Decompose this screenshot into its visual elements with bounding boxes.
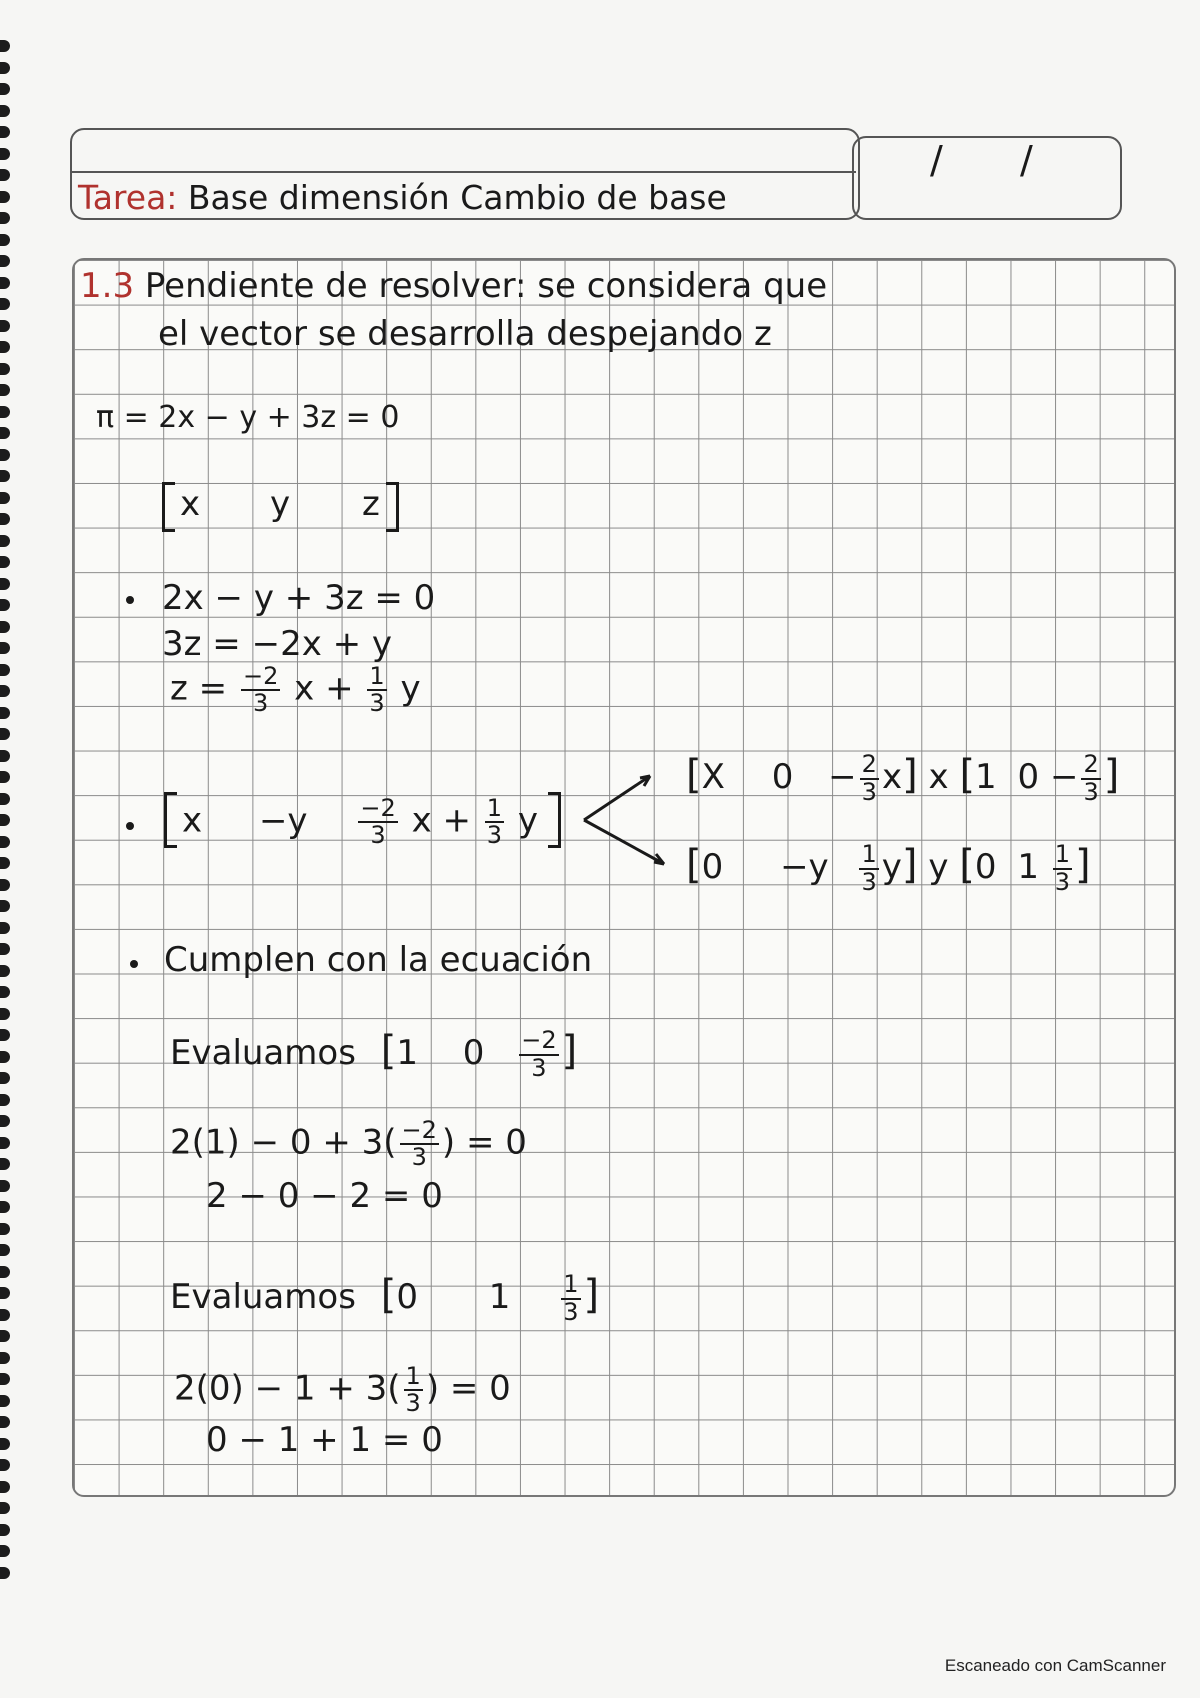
spiral-ring xyxy=(0,535,10,547)
frac-den: 3 xyxy=(531,1053,547,1082)
branch2-c-var: y xyxy=(881,847,902,887)
spiral-ring xyxy=(0,986,10,998)
spiral-binding xyxy=(0,40,14,1600)
spiral-ring xyxy=(0,578,10,590)
xyz-y: y xyxy=(270,484,291,524)
branch1-basis-frac xyxy=(1081,752,1100,804)
frac-den: 3 xyxy=(1054,867,1071,896)
spiral-ring xyxy=(0,1395,10,1407)
branch2-basis-close: ] xyxy=(1075,842,1091,888)
branch2-w2: 1 xyxy=(1017,847,1039,887)
page-title xyxy=(78,178,727,217)
eval1-frac xyxy=(519,1028,558,1080)
eval1-label: Evaluamos xyxy=(170,1033,356,1073)
eval1-l1-a: 2(1) − 0 + 3( xyxy=(170,1122,397,1163)
branch1-basis-open: [ xyxy=(959,752,976,798)
spiral-ring xyxy=(0,255,10,267)
spiral-ring xyxy=(0,771,10,783)
branch-2-row xyxy=(686,842,1091,895)
bullet-2 xyxy=(126,822,134,830)
bullet-1 xyxy=(126,596,134,604)
frac-num: 2 xyxy=(1083,750,1099,779)
spiral-ring xyxy=(0,685,10,697)
step1-x-term: x + xyxy=(294,668,354,709)
branch1-w2: 0 xyxy=(1017,757,1040,797)
xyz-bracket-right xyxy=(386,482,399,532)
step1-line-2: 3z = −2x + y xyxy=(162,624,393,664)
eval-2-row xyxy=(170,1272,599,1325)
plane-equation: π = 2x − y + 3z = 0 xyxy=(96,400,400,435)
spiral-ring xyxy=(0,965,10,977)
branch1-mult: x xyxy=(928,757,949,797)
branch2-w1: 0 xyxy=(974,847,997,887)
problem-number: 1.3 xyxy=(80,266,135,306)
spiral-ring xyxy=(0,1180,10,1192)
vec-mid: x + xyxy=(411,800,471,841)
branch1-c-sign: − xyxy=(828,757,857,797)
branch1-b: 0 xyxy=(771,757,794,797)
spiral-ring xyxy=(0,40,10,52)
eval1-bracket-close: ] xyxy=(561,1028,578,1074)
spiral-ring xyxy=(0,384,10,396)
step2-vector xyxy=(182,796,538,848)
spiral-ring xyxy=(0,406,10,418)
xyz-bracket-left xyxy=(162,482,175,532)
spiral-ring xyxy=(0,1330,10,1342)
frac-den: 3 xyxy=(861,867,877,896)
eval2-bracket-open: [ xyxy=(380,1272,397,1318)
frac-num: 1 xyxy=(563,1270,579,1299)
spiral-ring xyxy=(0,599,10,611)
eval1-bracket-open: [ xyxy=(380,1028,397,1074)
eval-2-line-1 xyxy=(174,1364,511,1416)
spiral-ring xyxy=(0,148,10,160)
vec-frac-2 xyxy=(485,796,504,848)
spiral-ring xyxy=(0,1352,10,1364)
eval-1-row xyxy=(170,1028,577,1081)
spiral-ring xyxy=(0,1137,10,1149)
problem-text-1: Pendiente de resolver: se considera que xyxy=(144,266,828,306)
branch2-frac xyxy=(859,842,878,894)
frac-num: 1 xyxy=(405,1362,421,1390)
spiral-ring xyxy=(0,1158,10,1170)
frac-den: 3 xyxy=(370,821,386,850)
spiral-ring xyxy=(0,728,10,740)
eval2-frac xyxy=(561,1272,580,1324)
spiral-ring xyxy=(0,664,10,676)
branch1-c-var: x xyxy=(881,757,903,797)
spiral-ring xyxy=(0,298,10,310)
eval2-l1-a: 2(0) − 1 + 3( xyxy=(174,1368,401,1409)
eval2-bracket-close: ] xyxy=(583,1272,600,1318)
eval-2-line-2: 0 − 1 + 1 = 0 xyxy=(206,1420,443,1460)
eval1-l1-frac xyxy=(400,1118,439,1170)
spiral-ring xyxy=(0,707,10,719)
frac-num: −2 xyxy=(242,662,279,690)
spiral-ring xyxy=(0,642,10,654)
date-separator-2: / xyxy=(1020,138,1033,182)
spiral-ring xyxy=(0,105,10,117)
spiral-ring xyxy=(0,1287,10,1299)
spiral-ring xyxy=(0,793,10,805)
spiral-ring xyxy=(0,1223,10,1235)
spiral-ring xyxy=(0,814,10,826)
spiral-ring xyxy=(0,449,10,461)
branch2-basis-frac xyxy=(1053,842,1072,894)
spiral-ring xyxy=(0,83,10,95)
spiral-ring xyxy=(0,341,10,353)
date-separator-1: / xyxy=(930,138,943,182)
spiral-ring xyxy=(0,1201,10,1213)
spiral-ring xyxy=(0,1567,10,1579)
branch2-bracket-close: ] xyxy=(901,842,918,888)
eval2-l1-frac xyxy=(404,1364,423,1416)
frac-num: 1 xyxy=(486,794,503,822)
branch-arrows xyxy=(580,760,690,880)
spiral-ring xyxy=(0,191,10,203)
branch2-bracket-open: [ xyxy=(686,842,702,888)
frac-num: 1 xyxy=(861,840,877,869)
spiral-ring xyxy=(0,1266,10,1278)
spiral-ring xyxy=(0,879,10,891)
step1-z-lhs: z = xyxy=(170,668,228,709)
spiral-ring xyxy=(0,513,10,525)
frac-den: 3 xyxy=(253,689,269,718)
spiral-ring xyxy=(0,62,10,74)
step1-frac-1 xyxy=(241,664,280,716)
vec-end: y xyxy=(517,800,539,841)
branch2-mult: y xyxy=(928,847,949,887)
spiral-ring xyxy=(0,943,10,955)
vec-bracket-right xyxy=(548,792,561,848)
eval2-v1: 0 xyxy=(396,1277,418,1317)
eval1-v1: 1 xyxy=(396,1033,418,1073)
branch-1-row xyxy=(686,752,1119,805)
spiral-ring xyxy=(0,1244,10,1256)
spiral-ring xyxy=(0,470,10,482)
branch1-w3-sign: − xyxy=(1049,757,1079,797)
spiral-ring xyxy=(0,621,10,633)
eval2-label: Evaluamos xyxy=(170,1277,356,1317)
spiral-ring xyxy=(0,427,10,439)
branch1-bracket-open: [ xyxy=(686,752,702,798)
spiral-ring xyxy=(0,1051,10,1063)
frac-den: 3 xyxy=(1083,777,1099,806)
spiral-ring xyxy=(0,492,10,504)
spiral-ring xyxy=(0,1524,10,1536)
frac-num: 1 xyxy=(1054,840,1071,869)
spiral-ring xyxy=(0,1008,10,1020)
branch2-a: 0 xyxy=(701,847,724,887)
vec-frac-1 xyxy=(358,796,397,848)
spiral-ring xyxy=(0,126,10,138)
title-label: Tarea: xyxy=(78,178,178,217)
spiral-ring xyxy=(0,1309,10,1321)
spiral-ring xyxy=(0,857,10,869)
eval1-v2: 0 xyxy=(462,1033,485,1073)
vec-y: −y xyxy=(258,800,308,841)
scanner-watermark: Escaneado con CamScanner xyxy=(944,1656,1166,1675)
spiral-ring xyxy=(0,277,10,289)
step1-frac-2 xyxy=(367,664,386,716)
frac-num: 1 xyxy=(369,662,385,690)
frac-num: −2 xyxy=(360,794,396,822)
frac-den: 3 xyxy=(861,777,877,806)
spiral-ring xyxy=(0,363,10,375)
frac-num: 2 xyxy=(861,750,877,779)
spiral-ring xyxy=(0,169,10,181)
spiral-ring xyxy=(0,1072,10,1084)
branch1-basis-close: ] xyxy=(1103,752,1120,798)
spiral-ring xyxy=(0,1029,10,1041)
spiral-ring xyxy=(0,836,10,848)
spiral-ring xyxy=(0,320,10,332)
problem-line-1 xyxy=(80,266,827,306)
spiral-ring xyxy=(0,1545,10,1557)
spiral-ring xyxy=(0,1502,10,1514)
frac-den: 3 xyxy=(405,1389,421,1418)
spiral-ring xyxy=(0,900,10,912)
eval2-l1-b: ) = 0 xyxy=(425,1368,511,1409)
step1-line-1: 2x − y + 3z = 0 xyxy=(162,578,436,618)
vec-bracket-left xyxy=(164,792,177,848)
check-heading: Cumplen con la ecuación xyxy=(164,940,593,980)
spiral-ring xyxy=(0,1115,10,1127)
spiral-ring xyxy=(0,922,10,934)
spiral-ring xyxy=(0,1438,10,1450)
problem-line-2: el vector se desarrolla despejando z xyxy=(158,314,772,354)
xyz-z: z xyxy=(362,484,380,524)
spiral-ring xyxy=(0,1416,10,1428)
branch2-b: −y xyxy=(780,847,829,887)
spiral-ring xyxy=(0,1373,10,1385)
branch1-w1: 1 xyxy=(975,757,997,797)
frac-den: 3 xyxy=(563,1297,579,1326)
eval-1-line-1 xyxy=(170,1118,527,1170)
frac-den: 3 xyxy=(411,1143,427,1172)
spiral-ring xyxy=(0,212,10,224)
vec-x: x xyxy=(182,800,203,841)
frac-den: 3 xyxy=(486,821,503,850)
branch1-frac xyxy=(860,752,879,804)
spiral-ring xyxy=(0,1094,10,1106)
eval1-l1-b: ) = 0 xyxy=(441,1122,527,1163)
frac-num: −2 xyxy=(521,1026,557,1055)
spiral-ring xyxy=(0,234,10,246)
bullet-3 xyxy=(130,960,138,968)
title-box-divider xyxy=(70,171,856,173)
spiral-ring xyxy=(0,1481,10,1493)
spiral-ring xyxy=(0,556,10,568)
eval2-v2: 1 xyxy=(488,1277,511,1317)
xyz-x: x xyxy=(180,484,201,524)
branch1-a: X xyxy=(701,757,725,797)
spiral-ring xyxy=(0,1459,10,1471)
branch1-bracket-close: ] xyxy=(902,752,918,798)
step1-y-term: y xyxy=(400,668,421,709)
step1-line-3 xyxy=(170,664,421,716)
eval-1-line-2: 2 − 0 − 2 = 0 xyxy=(206,1176,443,1216)
frac-num: −2 xyxy=(401,1116,437,1144)
spiral-ring xyxy=(0,750,10,762)
branch2-basis-open: [ xyxy=(959,842,975,888)
frac-den: 3 xyxy=(369,689,385,718)
date-box xyxy=(852,136,1122,220)
title-text: Base dimensión Cambio de base xyxy=(187,178,727,217)
